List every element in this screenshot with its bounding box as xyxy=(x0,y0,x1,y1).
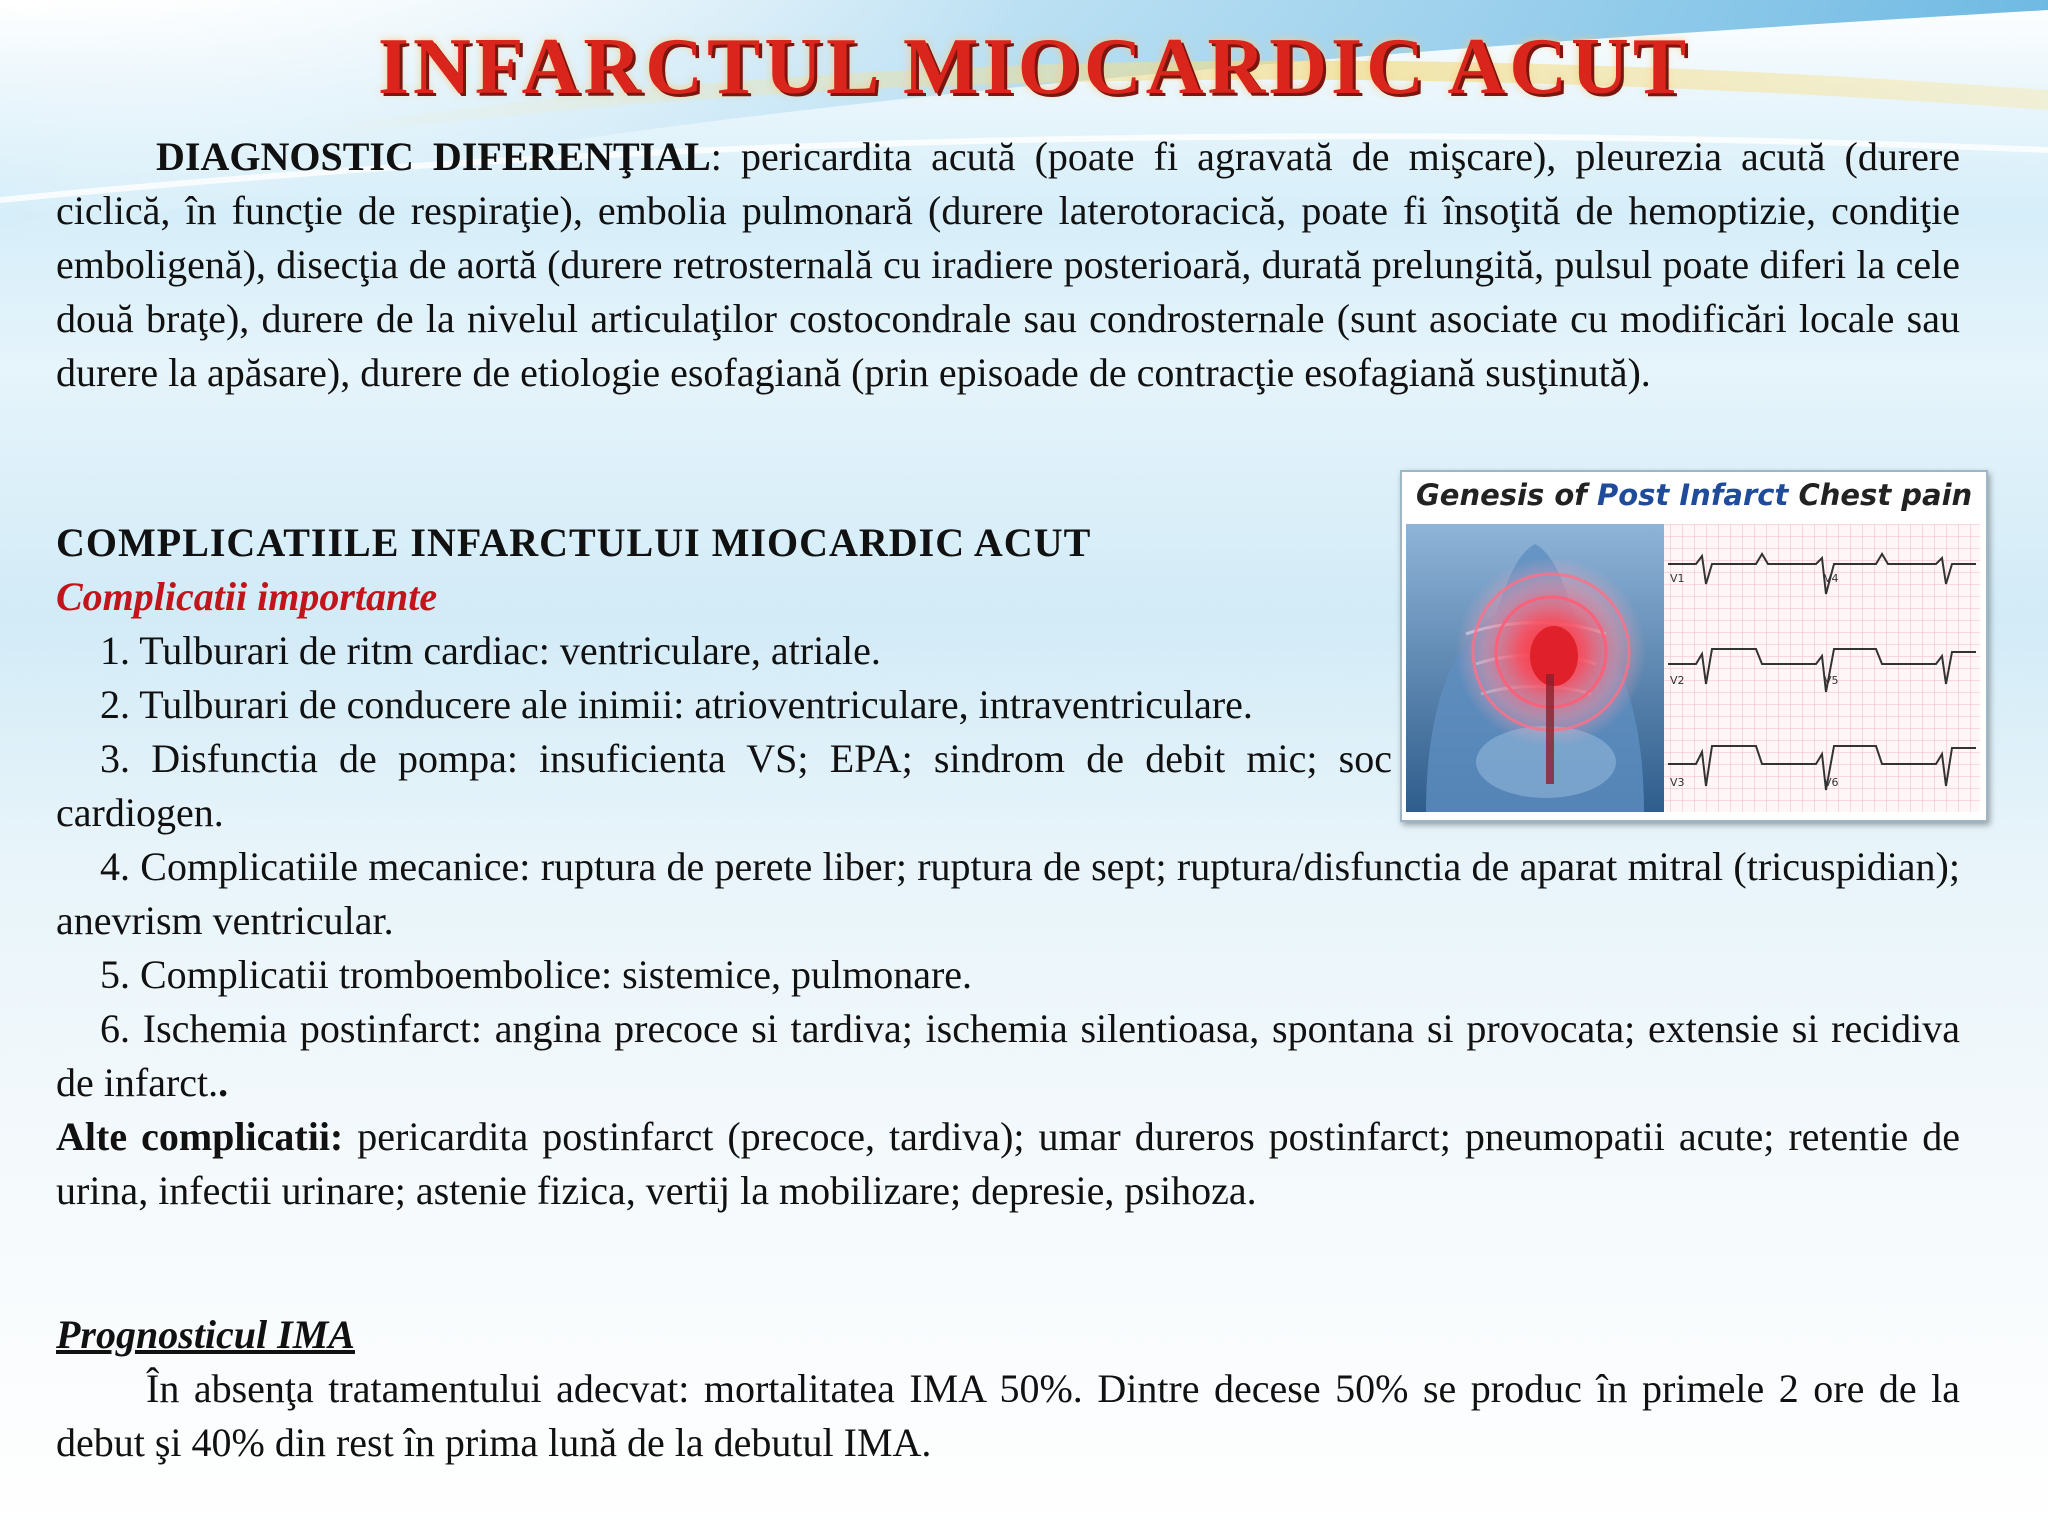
list-item: 3. Disfunctia de pompa: insuficienta VS; EPA; sindrom de debit mic; soc cardiogen. xyxy=(56,736,1392,835)
prognosis-paragraph: În absenţa tratamentului adecvat: mortalitatea IMA 50%. Dintre decese 50% se produc în primele 2 ore de la debut şi 40% din rest în prima lună de la debutul IMA. xyxy=(56,1366,1960,1465)
list-item: 4. Complicatiile mecanice: ruptura de perete liber; ruptura de sept; ruptura/disfunctia de aparat mitral (tricuspidian); anevrism ventricular. xyxy=(56,844,1960,943)
ecg-lead-label: V2 xyxy=(1670,674,1685,687)
important-complications-subheading: Complicatii importante xyxy=(56,574,438,619)
list-item: 5. Complicatii tromboembolice: sistemice, pulmonare. xyxy=(100,952,973,997)
list-item-end: . xyxy=(218,1060,229,1105)
prognosis-heading: Prognosticul IMA xyxy=(56,1312,355,1357)
other-complications-label: Alte complicatii: xyxy=(56,1114,344,1159)
list-item: 2. Tulburari de conducere ale inimii: atrioventriculare, intraventriculare. xyxy=(100,682,1253,727)
differential-diagnosis-paragraph xyxy=(56,130,1960,400)
ecg-lead-label: V4 xyxy=(1824,572,1839,585)
figure-title: Genesis of Post Infarct Chest pain xyxy=(1416,478,1973,512)
chest-pain-figure xyxy=(1400,470,1988,822)
ecg-lead-label: V3 xyxy=(1670,776,1685,789)
list-item-text: 6. Ischemia postinfarct: angina precoce si tardiva; ischemia silentioasa, spontana si provocata; extensie si recidiva de infarct. xyxy=(56,1006,1960,1105)
complications-heading: COMPLICATIILE INFARCTULUI MIOCARDIC ACUT xyxy=(56,520,1092,565)
differential-diagnosis-label: DIAGNOSTIC DIFERENŢIAL xyxy=(156,134,711,179)
aorta-shape xyxy=(1546,674,1554,784)
page-title: INFARCTUL MIOCARDIC ACUT xyxy=(377,23,1691,111)
ecg-lead-label: V6 xyxy=(1824,776,1839,789)
chest-ecg-illustration xyxy=(1406,524,1980,812)
ecg-lead-label: V5 xyxy=(1824,674,1839,687)
ecg-lead-label: V1 xyxy=(1670,572,1685,585)
other-complications xyxy=(56,1110,1960,1218)
other-complications-text: pericardita postinfarct (precoce, tardiva); umar dureros postinfarct; pneumopatii acute; retentie de urina, infectii urinare; astenie fizica, vertij la mobilizare; depresie, psihoza. xyxy=(56,1114,1961,1213)
list-item: 1. Tulburari de ritm cardiac: ventriculare, atriale. xyxy=(100,628,881,673)
list-item xyxy=(56,1002,1960,1110)
differential-diagnosis-text: : pericardita acută (poate fi agravată de mişcare), pleurezia acută (durere ciclică, în funcţie de respiraţie), embolia pulmonară (durere laterotoracică, poate fi însoţită de hemoptizie, condiţie emboligenă), disecţia de aortă (durere retrosternală cu iradiere posterioară, durată prelungită, pulsul poate diferi la cele două braţe), durere de la nivelul articulaţilor costocondrale sau condrosternale (sunt asociate cu modificări locale sau durere la apăsare), durere de etiologie esofagiană (prin episoade de contracţie esofagiană susţinută). xyxy=(56,134,1960,395)
